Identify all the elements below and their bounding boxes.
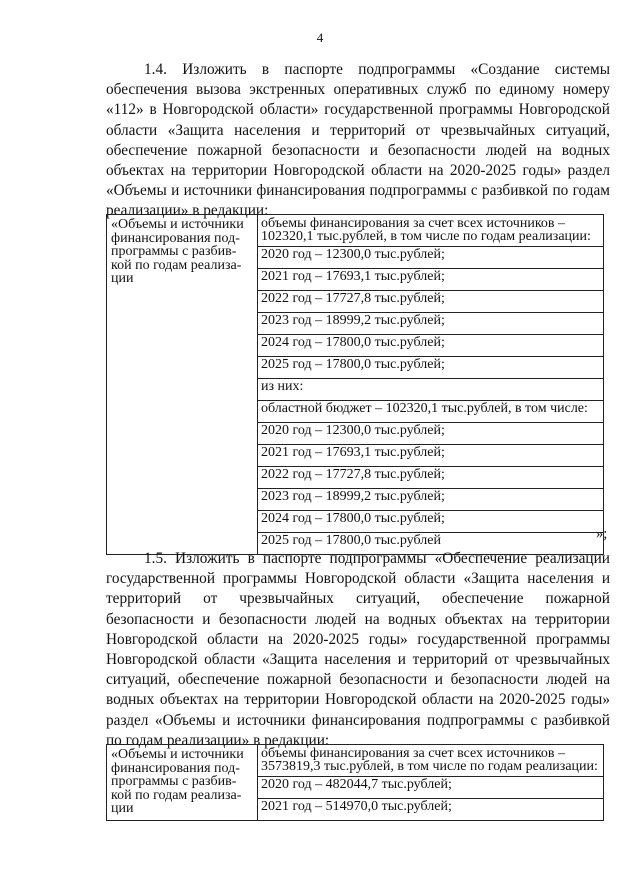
table-value-cell: 2024 год – 17800,0 тыс.рублей; <box>258 335 604 357</box>
table-row <box>107 215 604 247</box>
table-value-cell: 2020 год – 482044,7 тыс.рублей; <box>258 777 604 799</box>
table-value-cell: областной бюджет – 102320,1 тыс.рублей, в том числе: <box>258 401 604 423</box>
table-value-cell: 2020 год – 12300,0 тыс.рублей; <box>258 247 604 269</box>
paragraph-1-4: 1.4. Изложить в паспорте подпрограммы «Создание системы обеспечения вызова экстренных оперативных служб по единому номеру «112» в Новгородской области» государственной программы Новгородской области «Защита населения и территорий от чрезвычайных ситуаций, обеспечение пожарной безопасности и безопасности людей на водных объектах на территории Новгородской области на 2020-2025 годы» раздел «Объемы и источники финансирования подпрограммы с разбивкой по годам реализации» в редакции: <box>106 61 610 220</box>
table-value-cell: 2022 год – 17727,8 тыс.рублей; <box>258 291 604 313</box>
table-value-cell: 2025 год – 17800,0 тыс.рублей <box>258 533 604 555</box>
table-value-cell: объемы финансирования за счет всех источников – 102320,1 тыс.рублей, в том числе по годам реализации: <box>258 215 604 247</box>
table-label-cell: «Объемы и источники финансирования под-программы с разбив-кой по годам реализа-ции <box>107 215 258 555</box>
financing-table-1-5 <box>106 744 604 821</box>
table-value-cell: объемы финансирования за счет всех источников – 3573819,3 тыс.рублей, в том числе по годам реализации: <box>258 745 604 777</box>
table-label-cell: «Объемы и источники финансирования под-программы с разбив-кой по годам реализа-ции <box>107 745 258 821</box>
table-closing-quote: »; <box>596 526 608 542</box>
table-value-cell: 2022 год – 17727,8 тыс.рублей; <box>258 467 604 489</box>
page-number: 4 <box>316 30 324 45</box>
table-value-cell: 2021 год – 17693,1 тыс.рублей; <box>258 445 604 467</box>
table-value-cell: 2021 год – 17693,1 тыс.рублей; <box>258 269 604 291</box>
table-value-cell: из них: <box>258 379 604 401</box>
financing-table-1-4 <box>106 214 604 555</box>
paragraph-1-5: 1.5. Изложить в паспорте подпрограммы «Обеспечение реализации государственной программы Новгородской области «Защита населения и территорий от чрезвычайных ситуаций, обеспечение пожарной безопасности и безопасности людей на водных объектах на территории Новгородской области на 2020-2025 годы» государственной программы Новгородской области «Защита населения и территорий от чрезвычайных ситуаций, обеспечение пожарной безопасности и безопасности людей на водных объектах на территории Новгородской области на 2020-2025 годы» раздел «Объемы и источники финансирования подпрограммы с разбивкой по годам реализации» в редакции: <box>106 550 610 749</box>
table-value-cell: 2020 год – 12300,0 тыс.рублей; <box>258 423 604 445</box>
table-value-cell: 2023 год – 18999,2 тыс.рублей; <box>258 313 604 335</box>
table-value-cell: 2024 год – 17800,0 тыс.рублей; <box>258 511 604 533</box>
table-value-cell: 2023 год – 18999,2 тыс.рублей; <box>258 489 604 511</box>
table-value-cell: 2021 год – 514970,0 тыс.рублей; <box>258 799 604 821</box>
table-row <box>107 745 604 777</box>
table-value-cell: 2025 год – 17800,0 тыс.рублей; <box>258 357 604 379</box>
